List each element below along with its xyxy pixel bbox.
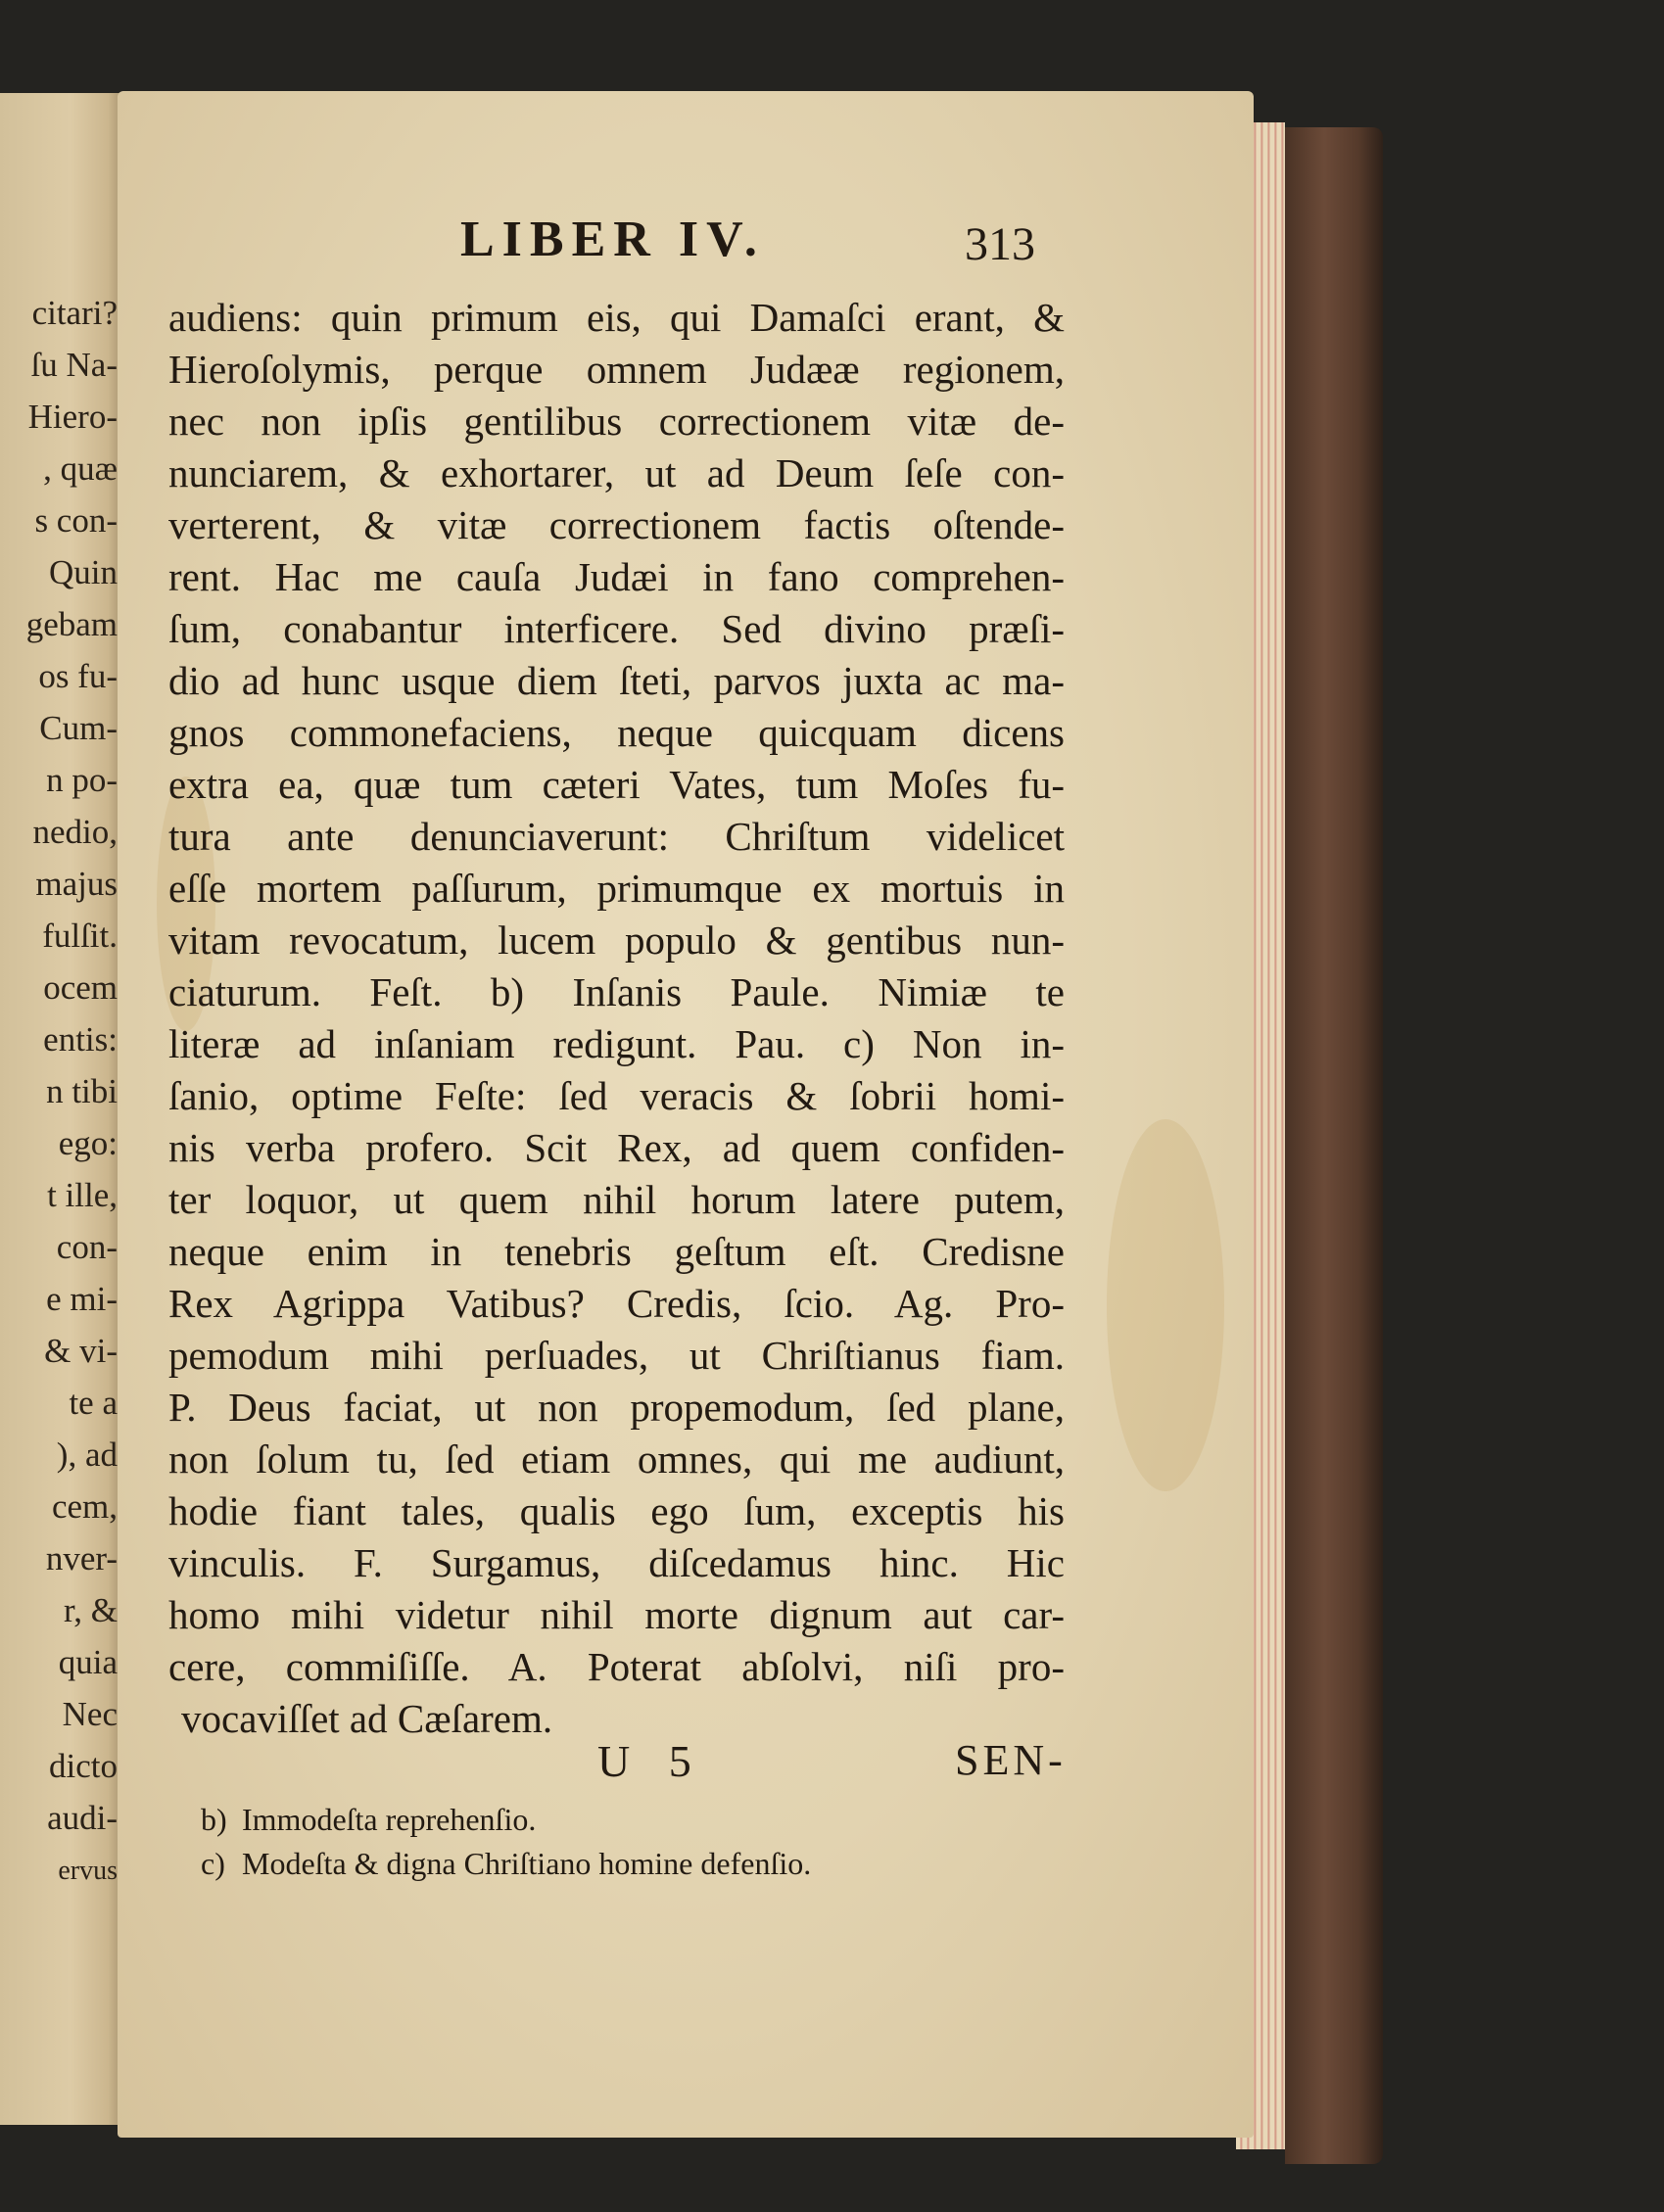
text-line: rent. Hac me cauſa Judæi in fano comprehen- (168, 554, 1065, 599)
text-line: vitam revocatum, lucem populo & gentibus nun- (168, 918, 1065, 963)
left-page-line: quia (58, 1643, 118, 1681)
left-page-line: e mi- (46, 1280, 118, 1318)
left-page-line: Quin (49, 553, 118, 591)
catchword: SEN- (955, 1736, 1067, 1784)
left-page-line: , quæ (43, 449, 118, 488)
footnote-text: Immodeſta reprehenſio. (242, 1802, 537, 1837)
text-line: neque enim in tenebris geſtum eſt. Credisne (168, 1229, 1065, 1274)
left-page-line: & vi- (44, 1332, 118, 1370)
text-line: homo mihi videtur nihil morte dignum aut car- (168, 1592, 1065, 1637)
left-page-line: nver- (45, 1539, 118, 1577)
left-page-line: ervus (58, 1856, 118, 1886)
text-line: non ſolum tu, ſed etiam omnes, qui me audiunt, (168, 1436, 1065, 1482)
text-line: dio ad hunc usque diem ſteti, parvos juxta ac ma- (168, 658, 1065, 703)
paper-stain (1107, 1119, 1224, 1491)
text-line: ſum, conabantur interficere. Sed divino præſi- (168, 606, 1065, 651)
text-line: audiens: quin primum eis, qui Damaſci erant, & (168, 295, 1065, 340)
footnote (201, 1846, 811, 1882)
footnote-mark: c) (201, 1846, 225, 1881)
text-line: nunciarem, & exhortarer, ut ad Deum ſeſe con- (168, 450, 1065, 495)
text-line: nis verba profero. Scit Rex, ad quem confiden- (168, 1125, 1065, 1170)
text-line: extra ea, quæ tum cæteri Vates, tum Moſes fu- (168, 762, 1065, 807)
footnote-text: Modeſta & digna Chriſtiano homine defenſio. (242, 1846, 812, 1881)
signature-mark: U 5 (597, 1736, 705, 1786)
previous-page-fragment (0, 93, 127, 2125)
text-line: gnos commonefaciens, neque quicquam dicens (168, 710, 1065, 755)
left-page-line: gebam (25, 605, 118, 643)
left-page-line: t ille, (47, 1176, 118, 1214)
text-line: vocaviſſet ad Cæſarem. (181, 1696, 553, 1741)
book-cover-edge (1285, 127, 1383, 2164)
left-page-line: Nec (62, 1695, 118, 1733)
left-page-line: citari? (31, 294, 118, 332)
running-head: LIBER IV. (460, 212, 765, 267)
left-page-line: majus (35, 865, 118, 903)
text-line: pemodum mihi perſuades, ut Chriſtianus fiam. (168, 1333, 1065, 1378)
text-line: ter loquor, ut quem nihil horum latere putem, (168, 1177, 1065, 1222)
page-number: 313 (965, 218, 1035, 270)
left-page-line: os fu- (38, 657, 118, 695)
text-line: Hieroſolymis, perque omnem Judææ regionem, (168, 347, 1065, 392)
text-line: P. Deus faciat, ut non propemodum, ſed plane, (168, 1385, 1065, 1430)
text-line: hodie fiant tales, qualis ego ſum, exceptis his (168, 1488, 1065, 1533)
left-page-line: audi- (47, 1799, 118, 1837)
text-line: cere, commiſiſſe. A. Poterat abſolvi, niſi pro- (168, 1644, 1065, 1689)
left-page-line: cem, (51, 1487, 118, 1526)
left-page-line: ocem (43, 968, 118, 1007)
left-page-line: entis: (43, 1020, 118, 1059)
text-line: eſſe mortem paſſurum, primumque ex mortuis in (168, 866, 1065, 911)
footnote (201, 1802, 536, 1838)
text-line: vinculis. F. Surgamus, diſcedamus hinc. Hic (168, 1540, 1065, 1585)
footnote-mark: b) (201, 1802, 227, 1837)
left-page-line: te a (69, 1384, 118, 1422)
left-page-line: n po- (46, 761, 118, 799)
left-page-line: ſu Na- (30, 346, 118, 384)
left-page-line: fulſit. (42, 917, 118, 955)
left-page-line: n tibi (46, 1072, 118, 1110)
text-line: nec non ipſis gentilibus correctionem vitæ de- (168, 399, 1065, 444)
left-page-line: ), ad (56, 1435, 118, 1474)
text-line: ſanio, optime Feſte: ſed veracis & ſobrii homi- (168, 1073, 1065, 1118)
left-page-line: ego: (58, 1124, 118, 1162)
text-line: tura ante denunciaverunt: Chriſtum videlicet (168, 814, 1065, 859)
left-page-line: Hiero- (27, 398, 118, 436)
text-line: literæ ad inſaniam redigunt. Pau. c) Non in- (168, 1021, 1065, 1066)
text-line: Rex Agrippa Vatibus? Credis, ſcio. Ag. Pro- (168, 1281, 1065, 1326)
left-page-line: dicto (49, 1747, 118, 1785)
left-page-line: con- (56, 1228, 118, 1266)
text-line: verterent, & vitæ correctionem factis oſtende- (168, 502, 1065, 547)
left-page-line: Cum- (39, 709, 118, 747)
left-page-line: s con- (34, 501, 118, 540)
left-page-line: nedio, (32, 813, 118, 851)
left-page-line: r, & (64, 1591, 118, 1629)
text-line: ciaturum. Feſt. b) Inſanis Paule. Nimiæ te (168, 969, 1065, 1014)
